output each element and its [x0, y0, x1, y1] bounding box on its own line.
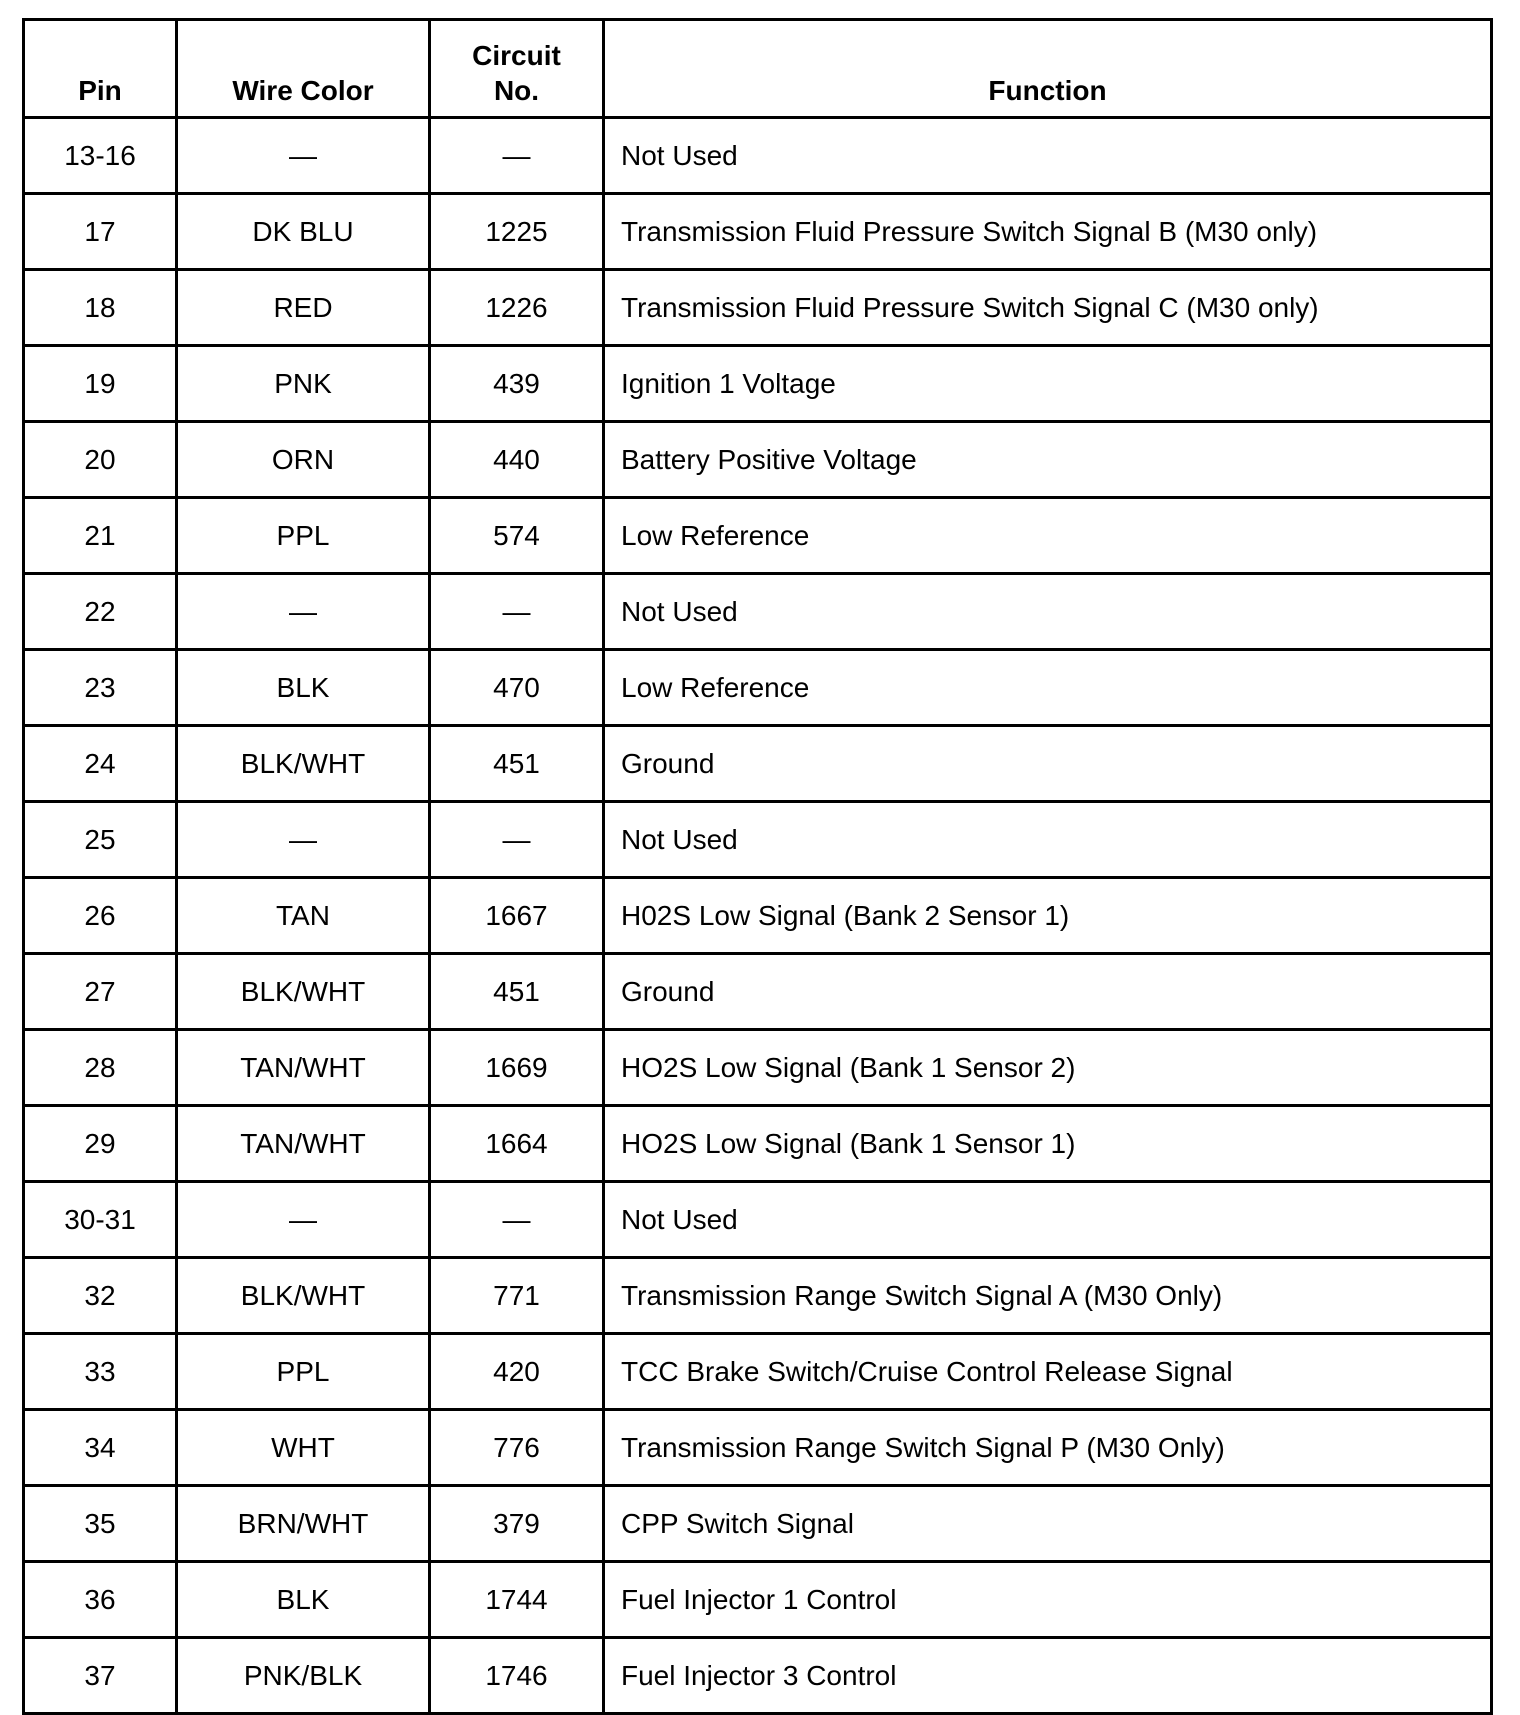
table-row: [24, 1638, 1492, 1714]
pin-cell: 23: [24, 650, 177, 726]
wire-color-cell: BLK: [177, 1562, 430, 1638]
table-row: [24, 1030, 1492, 1106]
table-row: [24, 270, 1492, 346]
pin-cell: 17: [24, 194, 177, 270]
wire-color-cell: RED: [177, 270, 430, 346]
circuit-number-cell: 1746: [430, 1638, 604, 1714]
wire-color-cell: BLK/WHT: [177, 1258, 430, 1334]
circuit-number-cell: —: [430, 118, 604, 194]
table-row: [24, 1258, 1492, 1334]
wire-color-cell: —: [177, 574, 430, 650]
table-row: [24, 954, 1492, 1030]
pin-cell: 33: [24, 1334, 177, 1410]
table-row: [24, 574, 1492, 650]
function-cell: Transmission Range Switch Signal P (M30 Only): [604, 1410, 1492, 1486]
header-circuit-number: [430, 20, 604, 118]
circuit-number-cell: 1664: [430, 1106, 604, 1182]
wire-color-cell: TAN/WHT: [177, 1106, 430, 1182]
wire-color-cell: BLK/WHT: [177, 954, 430, 1030]
circuit-number-cell: —: [430, 574, 604, 650]
wire-color-cell: WHT: [177, 1410, 430, 1486]
function-cell: Not Used: [604, 802, 1492, 878]
connector-pinout-table: [22, 18, 1493, 1715]
circuit-number-cell: 451: [430, 726, 604, 802]
circuit-number-cell: 1226: [430, 270, 604, 346]
pin-cell: 26: [24, 878, 177, 954]
wire-color-cell: PNK/BLK: [177, 1638, 430, 1714]
pin-cell: 30-31: [24, 1182, 177, 1258]
pin-cell: 22: [24, 574, 177, 650]
circuit-number-cell: 574: [430, 498, 604, 574]
circuit-number-cell: 420: [430, 1334, 604, 1410]
function-cell: Fuel Injector 3 Control: [604, 1638, 1492, 1714]
wire-color-cell: ORN: [177, 422, 430, 498]
circuit-number-cell: 451: [430, 954, 604, 1030]
circuit-number-cell: 1225: [430, 194, 604, 270]
table-row: [24, 650, 1492, 726]
wire-color-cell: —: [177, 1182, 430, 1258]
wire-color-cell: BLK/WHT: [177, 726, 430, 802]
circuit-number-cell: —: [430, 802, 604, 878]
pin-cell: 27: [24, 954, 177, 1030]
wire-color-cell: BRN/WHT: [177, 1486, 430, 1562]
circuit-number-cell: 440: [430, 422, 604, 498]
table-row: [24, 1334, 1492, 1410]
table-row: [24, 498, 1492, 574]
function-cell: Fuel Injector 1 Control: [604, 1562, 1492, 1638]
header-pin: Pin: [24, 20, 177, 118]
pin-cell: 32: [24, 1258, 177, 1334]
function-cell: Ground: [604, 954, 1492, 1030]
function-cell: Transmission Fluid Pressure Switch Signal C (M30 only): [604, 270, 1492, 346]
function-cell: CPP Switch Signal: [604, 1486, 1492, 1562]
pin-cell: 18: [24, 270, 177, 346]
circuit-number-cell: 379: [430, 1486, 604, 1562]
header-wire-color: Wire Color: [177, 20, 430, 118]
pin-cell: 13-16: [24, 118, 177, 194]
table-row: [24, 802, 1492, 878]
table-row: [24, 878, 1492, 954]
pin-cell: 25: [24, 802, 177, 878]
circuit-number-cell: 439: [430, 346, 604, 422]
function-cell: Not Used: [604, 118, 1492, 194]
wire-color-cell: —: [177, 118, 430, 194]
circuit-number-cell: —: [430, 1182, 604, 1258]
pin-cell: 34: [24, 1410, 177, 1486]
header-row: [24, 20, 1492, 118]
circuit-number-cell: 470: [430, 650, 604, 726]
table-row: [24, 118, 1492, 194]
function-cell: TCC Brake Switch/Cruise Control Release Signal: [604, 1334, 1492, 1410]
circuit-number-cell: 1744: [430, 1562, 604, 1638]
function-cell: Ground: [604, 726, 1492, 802]
pin-cell: 36: [24, 1562, 177, 1638]
wire-color-cell: PNK: [177, 346, 430, 422]
wire-color-cell: PPL: [177, 498, 430, 574]
function-cell: Transmission Range Switch Signal A (M30 Only): [604, 1258, 1492, 1334]
function-cell: Low Reference: [604, 650, 1492, 726]
header-circuit-line1: Circuit: [472, 40, 561, 71]
pin-cell: 24: [24, 726, 177, 802]
function-cell: Ignition 1 Voltage: [604, 346, 1492, 422]
table-header: [24, 20, 1492, 118]
pin-cell: 21: [24, 498, 177, 574]
circuit-number-cell: 1669: [430, 1030, 604, 1106]
pin-cell: 20: [24, 422, 177, 498]
table-row: [24, 194, 1492, 270]
header-circuit-line2: No.: [493, 75, 540, 106]
table-row: [24, 1486, 1492, 1562]
circuit-number-cell: 776: [430, 1410, 604, 1486]
wire-color-cell: TAN: [177, 878, 430, 954]
pin-cell: 19: [24, 346, 177, 422]
function-cell: HO2S Low Signal (Bank 1 Sensor 2): [604, 1030, 1492, 1106]
wire-color-cell: BLK: [177, 650, 430, 726]
table-body: [24, 118, 1492, 1714]
pin-cell: 37: [24, 1638, 177, 1714]
function-cell: Low Reference: [604, 498, 1492, 574]
wire-color-cell: PPL: [177, 1334, 430, 1410]
circuit-number-cell: 771: [430, 1258, 604, 1334]
table-row: [24, 1410, 1492, 1486]
function-cell: H02S Low Signal (Bank 2 Sensor 1): [604, 878, 1492, 954]
table-row: [24, 1106, 1492, 1182]
function-cell: Not Used: [604, 574, 1492, 650]
table-row: [24, 1562, 1492, 1638]
table-row: [24, 726, 1492, 802]
function-cell: HO2S Low Signal (Bank 1 Sensor 1): [604, 1106, 1492, 1182]
wire-color-cell: —: [177, 802, 430, 878]
pin-cell: 35: [24, 1486, 177, 1562]
pin-cell: 28: [24, 1030, 177, 1106]
pin-cell: 29: [24, 1106, 177, 1182]
wire-color-cell: DK BLU: [177, 194, 430, 270]
table-row: [24, 422, 1492, 498]
table-row: [24, 346, 1492, 422]
header-function: Function: [604, 20, 1492, 118]
function-cell: Transmission Fluid Pressure Switch Signal B (M30 only): [604, 194, 1492, 270]
function-cell: Not Used: [604, 1182, 1492, 1258]
function-cell: Battery Positive Voltage: [604, 422, 1492, 498]
circuit-number-cell: 1667: [430, 878, 604, 954]
table-row: [24, 1182, 1492, 1258]
wire-color-cell: TAN/WHT: [177, 1030, 430, 1106]
